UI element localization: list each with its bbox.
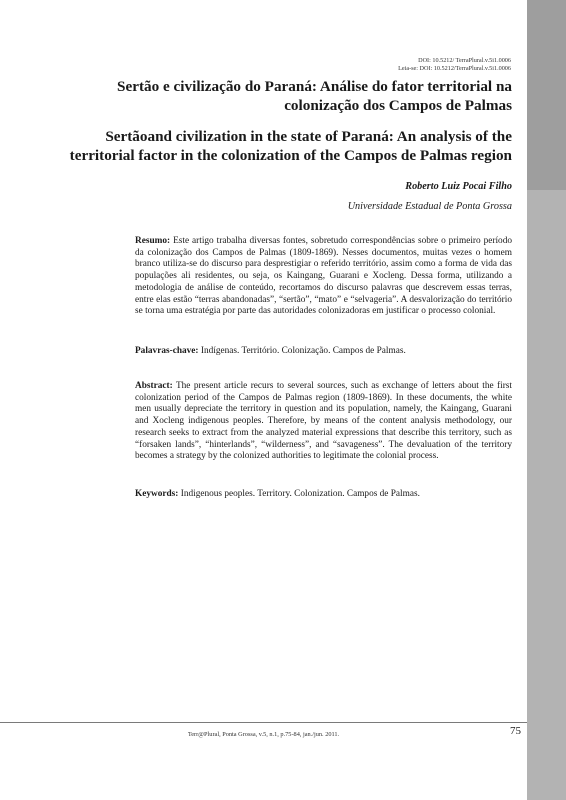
abstract-paragraph — [135, 381, 512, 463]
page-number: 75 — [510, 725, 521, 737]
abstract-label: Abstract: — [135, 381, 173, 391]
abstract-text: The present article recurs to several sources, such as exchange of letters about the first colonization period of the Campos de Palmas region (1809-1869). In these documents, the white men usually depreciate the territory in question and its population, namely, the Kaingang, Guarani and Xocleng indigenous peoples. Therefore, by means of the content analysis methodology, our research seeks to extract from the analyzed material expressions that describe this territory, such as “forsaken lands”, “hinterlands”, “wilderness”, and “savageness”. The devaluation of the territory becomes a strategy by the colonized authorities to legitimate the colonial process. — [135, 381, 513, 462]
title-english: Sertãoand civilization in the state of Paraná: An analysis of the territorial factor in the colonization of the Campos de Palmas region — [69, 128, 512, 164]
doi-line: DOI: 10.5212/ TerraPlural.v.5i1.0006 — [418, 57, 511, 64]
palavras-chave-label: Palavras-chave: — [135, 346, 199, 356]
palavras-chave-paragraph — [135, 346, 512, 358]
author-affiliation: Universidade Estadual de Ponta Grossa — [347, 201, 512, 212]
title-portuguese: Sertão e civilização do Paraná: Análise do fator territorial na colonização dos Campos de Palmas — [117, 78, 512, 114]
doi-correction-line: Leia-se: DOI: 10.5212/TerraPlural.v.5i1.0006 — [398, 65, 511, 72]
doi-header — [398, 57, 511, 73]
resumo-text: Este artigo trabalha diversas fontes, sobretudo correspondências sobre o primeiro período da colonização dos Campos de Palmas (1809-1869). Nesses documentos, muitas vezes o homem branco utiliza-se do discurso para desprestigiar o referido território, assim como a forma de vida das populações ali residentes, ou seja, os Kaingang, Guarani e Xocleng. Dessa forma, utilizando a metodologia de análise de conteúdo, recortamos do discurso palavras que descrevem essas terras, entre elas estão “terras abandonadas”, “sertão”, “mato” e “selvageria”. A desvalorização do território se torna uma estratégia por parte das autoridades colonizadoras em justificar o processo colonial. — [135, 236, 513, 317]
author-name: Roberto Luiz Pocai Filho — [405, 181, 512, 192]
side-margin-bar-top — [527, 0, 566, 190]
keywords-text: Indigenous peoples. Territory. Colonization. Campos de Palmas. — [180, 489, 420, 499]
resumo-paragraph — [135, 236, 512, 318]
footer-divider — [0, 722, 527, 723]
keywords-label: Keywords: — [135, 489, 179, 499]
keywords-paragraph — [135, 489, 512, 501]
palavras-chave-text: Indígenas. Território. Colonização. Campos de Palmas. — [200, 346, 406, 356]
resumo-label: Resumo: — [135, 236, 171, 246]
footer-citation: Terr@Plural, Ponta Grossa, v.5, n.1, p.75-84, jan./jun. 2011. — [187, 731, 340, 738]
